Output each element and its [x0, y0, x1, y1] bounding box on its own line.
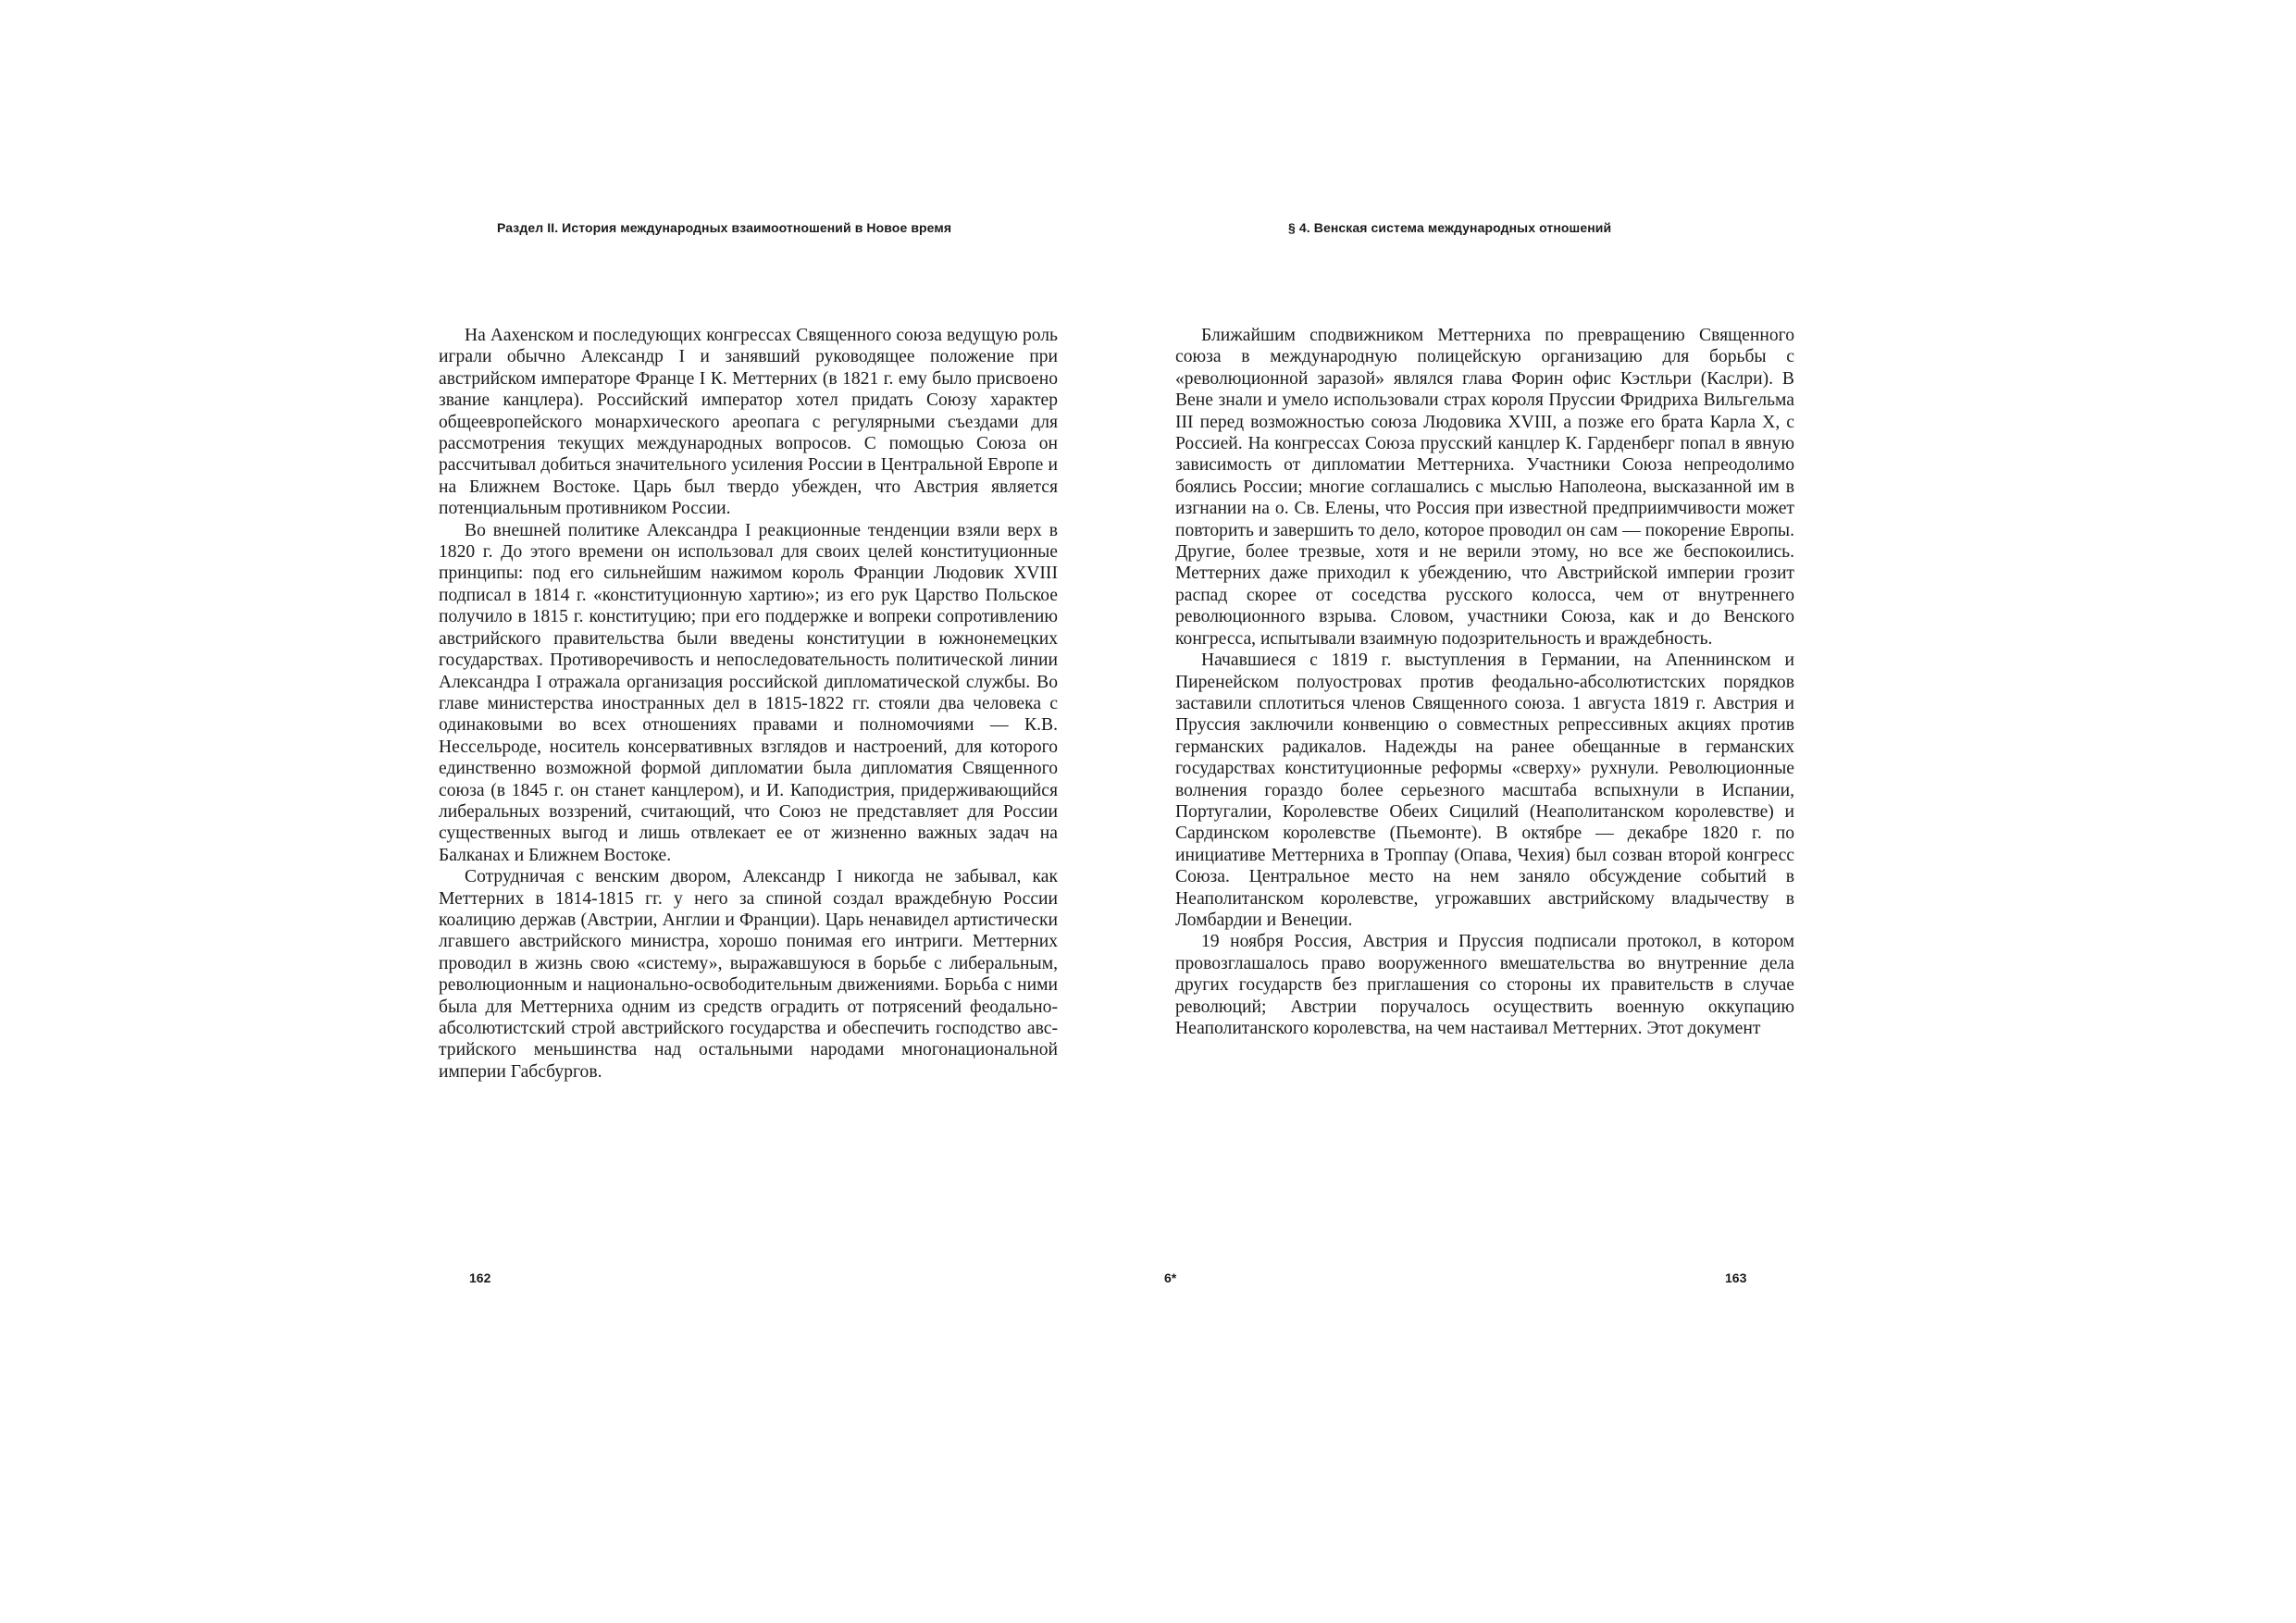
paragraph: Во внешней политике Александра I реакционные тенденции взяли верх в 1820 г. До этого времени он использовал для своих целей конституционные принципы: под его сильнейшим нажимом король Франции Людовик XVIII подписал в 1814 г. «конституционную хартию»; из его рук Царство Польское получило в 1815 г. конституцию; при его поддержке и вопреки сопротивлению австрийского правительства были введены конституции в южнонемецких государствах. Противоречивость и непоследовательность политической линии Александра I отражала организация российской дипломатической службы. Во главе министерства иностранных дел в 1815-1822 гг. стояли два человека с одинаковыми во всех отношениях правами и полномочиями — К.В. Нессельроде, носитель консервативных взглядов и настроений, для которого единственно возможной формой дипломатии была дипломатия Священного союза (в 1845 г. он станет канцлером), и И. Каподистрия, придерживающийся либеральных воззрений, считающий, что Союз не представляет для России существенных выгод и лишь отвлекает ее от жизненно важных задач на Балканах и Ближнем Востоке. [439, 520, 1058, 865]
paragraph: 19 ноября Россия, Австрия и Пруссия подписали протокол, в котором провозглашалось право вооруженного вмешательства во внутренние дела других государств без приглашения со стороны их правительств в случае революций; Австрии поручалось осуществить военную оккупацию Неаполитанского королевства, на чем настаивал Меттерних. Этот документ [1175, 932, 1794, 1038]
signature-mark: 6* [1164, 1270, 1177, 1285]
paragraph: Начавшиеся с 1819 г. выступления в Германии, на Апеннинском и Пиренейском полуостровах против феодально-абсолютистских порядков заставили сплотиться членов Священного союза. 1 августа 1819 г. Австрия и Пруссия заключили конвенцию о совместных репрессивных акциях против германских радикалов. Надежды на ранее обещанные в германских государствах конституционные реформы «сверху» рухнули. Революционные волнения гораздо более серьезного масштаба вспыхнули в Испании, Португалии, Королевстве Обеих Сицилий (Неаполитанском королевстве) и Сардинском королевстве (Пьемонте). В октябре — декабре 1820 г. по инициативе Меттерниха в Троппау (Опава, Чехия) был созван второй конгресс Союза. Центральное место на нем заняло обсуждение событий в Неаполитанском королевстве, угрожавших австрийскому владычеству в Ломбардии и Венеции. [1175, 650, 1794, 930]
right-running-head: § 4. Венская система международных отношений [1288, 220, 1612, 235]
right-text-column [1175, 325, 1794, 1039]
paragraph: На Аахенском и последующих конгрессах Священного союза ведущую роль играли обычно Александр I и занявший руководящее положение при австрийском императоре Франце I К. Меттерних (в 1821 г. ему было присвоено звание канцлера). Российский император хотел придать Союзу характер общеевропейского монархического ареопага с регулярными съездами для рассмотрения текущих международных вопросов. С помощью Союза он рассчитывал добиться значительного усиления России в Центральной Европе и на Ближнем Востоке. Царь был твердо убежден, что Австрия является потенциальным противником России. [439, 326, 1058, 519]
right-page-number: 163 [1725, 1270, 1747, 1285]
left-text-column [439, 325, 1058, 1083]
paragraph: Ближайшим сподвижником Меттерниха по превращению Священного союза в международную полицейскую организацию для борьбы с «революционной заразой» являлся глава Форин офис Кэстльри (Каслри). В Вене знали и умело использовали страх короля Пруссии Фридриха Вильгельма III перед возможностью союза Людовика XVIII, а позже его брата Карла X, с Россией. На конгрессах Союза прусский канцлер К. Гарденберг попал в явную зависимость от дипломатии Меттерниха. Участники Союза непреодолимо боялись России; многие соглашались с мыслью Наполеона, высказанной им в изгнании на о. Св. Елены, что Россия при известной предприимчивости может повторить и завершить то дело, которое проводил он сам — покорение Европы. Другие, более трезвые, хотя и не верили этому, но все же беспокоились. Меттерних даже приходил к убеждению, что Австрийской империи грозит распад скорее от соседства русского колосса, чем от внутреннего революционного взрыва. Словом, участники Союза, как и до Венского конгресса, испытывали взаимную подозрительность и враждебность. [1175, 326, 1795, 649]
left-running-head: Раздел II. История международных взаимоотношений в Новое время [497, 220, 952, 235]
left-page-number: 162 [469, 1270, 491, 1285]
paragraph: Сотрудничая с венским двором, Александр I никогда не забывал, как Меттерних в 1814-1815 гг. у него за спиной создал враждебную России коалицию держав (Австрии, Англии и Франции). Царь ненавидел артистически лгавшего австрийского министра, хорошо понимая его интриги. Меттерних проводил в жизнь свою «систему», выражавшуюся в борьбе с либеральным, революционным и национально-освободительным движениями. Борьба с ними была для Меттерниха одним из средств оградить от потрясений феодально-абсолютистский строй австрийского государства и обеспечить господство австрийского меньшинства над остальными народами многонациональной империи Габсбургов. [439, 867, 1058, 1082]
